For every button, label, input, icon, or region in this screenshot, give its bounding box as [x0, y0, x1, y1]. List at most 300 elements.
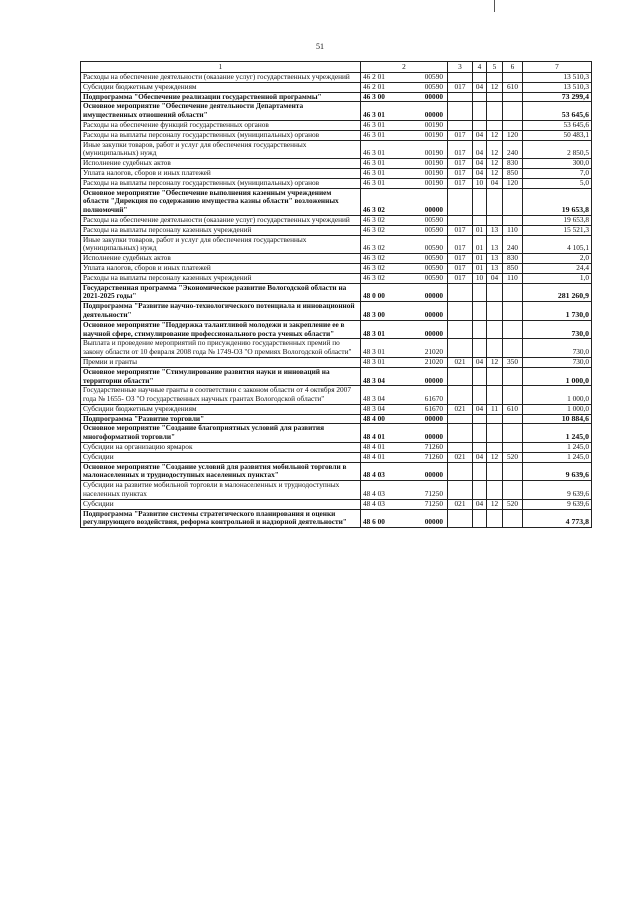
- row-section-cell: 04: [473, 404, 487, 414]
- row-target-code-cell: [361, 443, 448, 453]
- expense-direction-code: 00000: [424, 92, 443, 101]
- row-grbs-cell: [448, 386, 473, 405]
- table-row: [81, 159, 592, 169]
- budget-table: [80, 61, 592, 528]
- row-subsection-cell: 11: [487, 404, 503, 414]
- row-amount-cell: 4 773,8: [523, 509, 592, 528]
- row-section-cell: [473, 102, 487, 121]
- table-row: [81, 130, 592, 140]
- table-row: [81, 254, 592, 264]
- row-subsection-cell: [487, 386, 503, 405]
- target-article-code: 48 3 04: [363, 404, 385, 413]
- target-article-code: 48 4 01: [363, 452, 385, 461]
- expense-direction-code: 00190: [424, 120, 443, 129]
- row-subsection-cell: 13: [487, 263, 503, 273]
- row-expense-type-cell: [503, 283, 523, 302]
- row-name-cell: Субсидии на организацию ярмарок: [81, 443, 361, 453]
- row-name-cell: Подпрограмма "Развитие торговли": [81, 414, 361, 424]
- table-row: [81, 404, 592, 414]
- row-expense-type-cell: 850: [503, 263, 523, 273]
- row-amount-cell: 1 730,0: [523, 302, 592, 321]
- row-grbs-cell: 017: [448, 168, 473, 178]
- row-subsection-cell: [487, 367, 503, 386]
- row-target-code-cell: [361, 320, 448, 339]
- table-row: [81, 481, 592, 500]
- row-expense-type-cell: 610: [503, 82, 523, 92]
- row-section-cell: [473, 283, 487, 302]
- row-section-cell: [473, 188, 487, 215]
- row-name-cell: Расходы на обеспечение деятельности (оказание услуг) государственных учреждений: [81, 73, 361, 83]
- row-subsection-cell: [487, 424, 503, 443]
- row-amount-cell: 13 510,3: [523, 73, 592, 83]
- row-grbs-cell: 017: [448, 235, 473, 254]
- row-expense-type-cell: [503, 120, 523, 130]
- row-name-cell: Иные закупки товаров, работ и услуг для обеспечения государственных (муниципальных) нужд: [81, 235, 361, 254]
- target-article-code: 48 4 03: [363, 499, 385, 508]
- row-section-cell: 01: [473, 235, 487, 254]
- expense-direction-code: 00590: [424, 243, 443, 253]
- row-name-cell: Исполнение судебных актов: [81, 159, 361, 169]
- table-row: [81, 302, 592, 321]
- row-name-cell: Государственные научные гранты в соответствии с законом области от 4 октября 2007 года № 1655- ОЗ "О государственных научных грантах Вологодской области": [81, 386, 361, 405]
- expense-direction-code: 00590: [424, 273, 443, 282]
- expense-direction-code: 00000: [424, 470, 443, 480]
- row-grbs-cell: 017: [448, 178, 473, 188]
- table-body: [81, 73, 592, 528]
- row-grbs-cell: 017: [448, 130, 473, 140]
- row-name-cell: Уплата налогов, сборов и иных платежей: [81, 168, 361, 178]
- row-grbs-cell: [448, 424, 473, 443]
- row-target-code-cell: [361, 481, 448, 500]
- table-row: [81, 92, 592, 102]
- row-subsection-cell: 04: [487, 273, 503, 283]
- row-section-cell: [473, 481, 487, 500]
- row-grbs-cell: 021: [448, 452, 473, 462]
- target-article-code: 46 3 01: [363, 148, 385, 158]
- row-amount-cell: 9 639,6: [523, 499, 592, 509]
- row-name-cell: Субсидии бюджетным учреждениям: [81, 404, 361, 414]
- row-section-cell: 10: [473, 273, 487, 283]
- row-expense-type-cell: [503, 302, 523, 321]
- row-subsection-cell: 12: [487, 357, 503, 367]
- row-amount-cell: 1 245,0: [523, 452, 592, 462]
- row-subsection-cell: [487, 283, 503, 302]
- row-amount-cell: 300,0: [523, 159, 592, 169]
- row-name-cell: Расходы на выплаты персоналу казенных учреждений: [81, 273, 361, 283]
- row-section-cell: 04: [473, 159, 487, 169]
- table-row: [81, 273, 592, 283]
- row-expense-type-cell: 850: [503, 168, 523, 178]
- target-article-code: 46 2 01: [363, 72, 385, 81]
- row-name-cell: Основное мероприятие "Создание условий для развития мобильной торговли в малонаселенных и труднодоступных населенных пунктах": [81, 462, 361, 481]
- row-subsection-cell: [487, 509, 503, 528]
- target-article-code: 48 4 01: [363, 432, 385, 442]
- row-expense-type-cell: 110: [503, 225, 523, 235]
- expense-direction-code: 21020: [424, 347, 443, 357]
- expense-direction-code: 61670: [424, 404, 443, 413]
- target-article-code: 46 3 02: [363, 243, 385, 253]
- row-name-cell: Субсидии на развитие мобильной торговли в малонаселенных и труднодоступных населенных пунктах: [81, 481, 361, 500]
- row-subsection-cell: [487, 320, 503, 339]
- row-name-cell: Премии и гранты: [81, 357, 361, 367]
- row-subsection-cell: 12: [487, 130, 503, 140]
- table-row: [81, 367, 592, 386]
- header-col-7: 7: [523, 62, 592, 73]
- expense-direction-code: 00000: [424, 432, 443, 442]
- target-article-code: 48 4 00: [363, 414, 385, 423]
- expense-direction-code: 00000: [424, 414, 443, 423]
- table-row: [81, 499, 592, 509]
- table-row: [81, 462, 592, 481]
- row-grbs-cell: 017: [448, 82, 473, 92]
- scan-edge-mark: [494, 0, 495, 12]
- row-name-cell: Уплата налогов, сборов и иных платежей: [81, 263, 361, 273]
- row-expense-type-cell: 350: [503, 357, 523, 367]
- row-section-cell: [473, 320, 487, 339]
- table-row: [81, 168, 592, 178]
- table-row: [81, 225, 592, 235]
- row-amount-cell: 13 510,3: [523, 82, 592, 92]
- row-name-cell: Субсидии: [81, 452, 361, 462]
- row-section-cell: 01: [473, 225, 487, 235]
- row-grbs-cell: 017: [448, 273, 473, 283]
- table-row: [81, 263, 592, 273]
- row-subsection-cell: 13: [487, 225, 503, 235]
- row-amount-cell: 1 245,0: [523, 443, 592, 453]
- expense-direction-code: 00590: [424, 215, 443, 224]
- row-section-cell: [473, 92, 487, 102]
- row-expense-type-cell: 830: [503, 159, 523, 169]
- expense-direction-code: 00000: [424, 375, 443, 385]
- table-row: [81, 82, 592, 92]
- row-section-cell: 10: [473, 178, 487, 188]
- row-section-cell: [473, 215, 487, 225]
- row-grbs-cell: [448, 188, 473, 215]
- row-grbs-cell: [448, 320, 473, 339]
- row-section-cell: [473, 509, 487, 528]
- row-target-code-cell: [361, 215, 448, 225]
- row-amount-cell: 1 000,0: [523, 404, 592, 414]
- row-amount-cell: 53 645,6: [523, 102, 592, 121]
- row-amount-cell: 1 000,0: [523, 367, 592, 386]
- row-subsection-cell: [487, 102, 503, 121]
- row-grbs-cell: [448, 215, 473, 225]
- row-amount-cell: 7,0: [523, 168, 592, 178]
- row-target-code-cell: [361, 73, 448, 83]
- row-expense-type-cell: [503, 73, 523, 83]
- row-target-code-cell: [361, 92, 448, 102]
- row-amount-cell: 24,4: [523, 263, 592, 273]
- row-amount-cell: 1 000,0: [523, 386, 592, 405]
- target-article-code: 46 3 00: [363, 92, 385, 101]
- header-col-6: 6: [503, 62, 523, 73]
- row-subsection-cell: 04: [487, 178, 503, 188]
- row-expense-type-cell: [503, 102, 523, 121]
- row-amount-cell: 2 850,5: [523, 140, 592, 159]
- row-amount-cell: 53 645,6: [523, 120, 592, 130]
- page-number: 51: [316, 42, 324, 51]
- expense-direction-code: 00590: [424, 72, 443, 81]
- expense-direction-code: 00000: [424, 110, 443, 120]
- row-amount-cell: 730,0: [523, 320, 592, 339]
- row-section-cell: [473, 462, 487, 481]
- table-header-row: [81, 62, 592, 73]
- row-grbs-cell: 017: [448, 254, 473, 264]
- row-amount-cell: 19 653,8: [523, 188, 592, 215]
- row-expense-type-cell: [503, 188, 523, 215]
- row-grbs-cell: 021: [448, 357, 473, 367]
- row-subsection-cell: [487, 188, 503, 215]
- row-target-code-cell: [361, 414, 448, 424]
- row-target-code-cell: [361, 254, 448, 264]
- header-col-3: 3: [448, 62, 473, 73]
- row-section-cell: 04: [473, 168, 487, 178]
- row-section-cell: 01: [473, 263, 487, 273]
- expense-direction-code: 00190: [424, 168, 443, 177]
- row-expense-type-cell: 610: [503, 404, 523, 414]
- row-target-code-cell: [361, 283, 448, 302]
- expense-direction-code: 00590: [424, 263, 443, 272]
- row-target-code-cell: [361, 339, 448, 358]
- row-target-code-cell: [361, 273, 448, 283]
- row-name-cell: Основное мероприятие "Обеспечение деятельности Департамента имущественных отношений области": [81, 102, 361, 121]
- expense-direction-code: 00000: [424, 517, 443, 527]
- row-target-code-cell: [361, 424, 448, 443]
- target-article-code: 48 3 00: [363, 309, 385, 319]
- table-row: [81, 357, 592, 367]
- row-subsection-cell: 12: [487, 452, 503, 462]
- row-target-code-cell: [361, 82, 448, 92]
- row-name-cell: Основное мероприятие "Создание благоприятных условий для развития многоформатной торговли": [81, 424, 361, 443]
- target-article-code: 46 3 01: [363, 158, 385, 168]
- row-grbs-cell: [448, 120, 473, 130]
- target-article-code: 48 0 00: [363, 291, 385, 301]
- row-expense-type-cell: 520: [503, 452, 523, 462]
- table-row: [81, 386, 592, 405]
- table-row: [81, 140, 592, 159]
- row-name-cell: Подпрограмма "Развитие системы стратегического планирования и оценки регулирующего воздействия, реформа контрольной и надзорной деятельности": [81, 509, 361, 528]
- row-section-cell: 04: [473, 357, 487, 367]
- row-subsection-cell: [487, 302, 503, 321]
- target-article-code: 46 3 02: [363, 225, 385, 234]
- row-grbs-cell: 017: [448, 159, 473, 169]
- row-name-cell: Выплата и проведение мероприятий по присуждению государственных премий по закону области от 10 февраля 2008 года № 1749-ОЗ "О премиях Вологодской области": [81, 339, 361, 358]
- row-target-code-cell: [361, 462, 448, 481]
- row-target-code-cell: [361, 188, 448, 215]
- row-section-cell: [473, 386, 487, 405]
- target-article-code: 48 3 01: [363, 357, 385, 366]
- expense-direction-code: 00590: [424, 82, 443, 91]
- row-amount-cell: 730,0: [523, 357, 592, 367]
- row-name-cell: Подпрограмма "Обеспечение реализации государственной программы": [81, 92, 361, 102]
- row-name-cell: Расходы на обеспечение деятельности (оказание услуг) государственных учреждений: [81, 215, 361, 225]
- row-expense-type-cell: 110: [503, 273, 523, 283]
- target-article-code: 46 3 01: [363, 178, 385, 187]
- expense-direction-code: 00190: [424, 178, 443, 187]
- row-grbs-cell: [448, 302, 473, 321]
- row-subsection-cell: [487, 481, 503, 500]
- table-row: [81, 414, 592, 424]
- row-section-cell: 01: [473, 254, 487, 264]
- row-target-code-cell: [361, 140, 448, 159]
- row-amount-cell: 50 483,1: [523, 130, 592, 140]
- row-grbs-cell: [448, 509, 473, 528]
- row-grbs-cell: 017: [448, 140, 473, 159]
- target-article-code: 46 3 02: [363, 205, 385, 215]
- header-col-5: 5: [487, 62, 503, 73]
- expense-direction-code: 00190: [424, 158, 443, 168]
- target-article-code: 46 3 01: [363, 120, 385, 129]
- row-grbs-cell: 017: [448, 263, 473, 273]
- table-row: [81, 320, 592, 339]
- row-amount-cell: 9 639,6: [523, 462, 592, 481]
- row-amount-cell: 281 260,9: [523, 283, 592, 302]
- row-grbs-cell: [448, 462, 473, 481]
- target-article-code: 46 3 02: [363, 215, 385, 224]
- target-article-code: 46 3 02: [363, 253, 385, 263]
- row-amount-cell: 9 639,6: [523, 481, 592, 500]
- row-grbs-cell: [448, 283, 473, 302]
- row-subsection-cell: [487, 120, 503, 130]
- row-section-cell: 04: [473, 140, 487, 159]
- row-grbs-cell: [448, 414, 473, 424]
- row-name-cell: Подпрограмма "Развитие научно-технологического потенциала и инновационной деятельности": [81, 302, 361, 321]
- table-row: [81, 178, 592, 188]
- row-expense-type-cell: [503, 481, 523, 500]
- row-target-code-cell: [361, 367, 448, 386]
- row-section-cell: [473, 424, 487, 443]
- row-name-cell: Субсидии: [81, 499, 361, 509]
- row-name-cell: Расходы на выплаты персоналу государственных (муниципальных) органов: [81, 178, 361, 188]
- table-row: [81, 424, 592, 443]
- row-expense-type-cell: [503, 320, 523, 339]
- row-subsection-cell: 12: [487, 82, 503, 92]
- row-name-cell: Расходы на выплаты персоналу государственных (муниципальных) органов: [81, 130, 361, 140]
- row-amount-cell: 15 521,3: [523, 225, 592, 235]
- row-target-code-cell: [361, 302, 448, 321]
- target-article-code: 46 2 01: [363, 82, 385, 91]
- expense-direction-code: 71260: [424, 442, 443, 452]
- target-article-code: 46 3 02: [363, 263, 385, 272]
- expense-direction-code: 61670: [424, 394, 443, 404]
- expense-direction-code: 00190: [424, 130, 443, 139]
- row-amount-cell: 1,0: [523, 273, 592, 283]
- table-row: [81, 215, 592, 225]
- row-target-code-cell: [361, 225, 448, 235]
- expense-direction-code: 00000: [424, 328, 443, 338]
- table-row: [81, 339, 592, 358]
- row-name-cell: Исполнение судебных актов: [81, 254, 361, 264]
- row-target-code-cell: [361, 452, 448, 462]
- row-amount-cell: 4 105,1: [523, 235, 592, 254]
- row-name-cell: Иные закупки товаров, работ и услуг для обеспечения государственных (муниципальных) нужд: [81, 140, 361, 159]
- row-target-code-cell: [361, 235, 448, 254]
- row-target-code-cell: [361, 499, 448, 509]
- row-amount-cell: 2,0: [523, 254, 592, 264]
- row-target-code-cell: [361, 263, 448, 273]
- table-row: [81, 73, 592, 83]
- row-subsection-cell: [487, 73, 503, 83]
- target-article-code: 48 4 03: [363, 470, 385, 480]
- table-row: [81, 102, 592, 121]
- row-name-cell: Основное мероприятие "Стимулирование развития науки и инноваций на территории области": [81, 367, 361, 386]
- row-subsection-cell: [487, 462, 503, 481]
- header-col-1: 1: [81, 62, 361, 73]
- row-subsection-cell: 12: [487, 499, 503, 509]
- row-subsection-cell: 13: [487, 235, 503, 254]
- expense-direction-code: 00000: [424, 291, 443, 301]
- header-col-4: 4: [473, 62, 487, 73]
- row-expense-type-cell: [503, 462, 523, 481]
- table-row: [81, 509, 592, 528]
- row-grbs-cell: [448, 102, 473, 121]
- row-grbs-cell: [448, 92, 473, 102]
- target-article-code: 48 4 03: [363, 489, 385, 499]
- row-grbs-cell: 017: [448, 225, 473, 235]
- table-row: [81, 443, 592, 453]
- expense-direction-code: 00590: [424, 225, 443, 234]
- row-target-code-cell: [361, 178, 448, 188]
- row-target-code-cell: [361, 159, 448, 169]
- row-name-cell: Расходы на обеспечение функций государственных органов: [81, 120, 361, 130]
- row-expense-type-cell: 120: [503, 178, 523, 188]
- row-name-cell: Субсидии бюджетным учреждениям: [81, 82, 361, 92]
- table-row: [81, 235, 592, 254]
- expense-direction-code: 21020: [424, 357, 443, 366]
- row-grbs-cell: 021: [448, 499, 473, 509]
- target-article-code: 48 3 04: [363, 375, 385, 385]
- row-target-code-cell: [361, 404, 448, 414]
- target-article-code: 48 3 04: [363, 394, 385, 404]
- row-subsection-cell: 12: [487, 168, 503, 178]
- row-amount-cell: 730,0: [523, 339, 592, 358]
- row-expense-type-cell: 520: [503, 499, 523, 509]
- target-article-code: 48 3 01: [363, 328, 385, 338]
- row-grbs-cell: [448, 481, 473, 500]
- table-row: [81, 120, 592, 130]
- row-subsection-cell: [487, 414, 503, 424]
- row-amount-cell: 73 299,4: [523, 92, 592, 102]
- target-article-code: 46 3 01: [363, 110, 385, 120]
- row-subsection-cell: 12: [487, 140, 503, 159]
- row-target-code-cell: [361, 120, 448, 130]
- row-target-code-cell: [361, 386, 448, 405]
- row-section-cell: [473, 120, 487, 130]
- row-amount-cell: 5,0: [523, 178, 592, 188]
- row-grbs-cell: [448, 73, 473, 83]
- row-subsection-cell: [487, 92, 503, 102]
- row-subsection-cell: 13: [487, 254, 503, 264]
- target-article-code: 48 4 01: [363, 442, 385, 452]
- row-section-cell: [473, 367, 487, 386]
- row-subsection-cell: [487, 215, 503, 225]
- table-row: [81, 188, 592, 215]
- row-expense-type-cell: [503, 386, 523, 405]
- row-section-cell: [473, 414, 487, 424]
- row-name-cell: Государственная программа "Экономическое развитие Вологодской области на 2021-2025 годы": [81, 283, 361, 302]
- row-subsection-cell: 12: [487, 159, 503, 169]
- row-grbs-cell: [448, 367, 473, 386]
- target-article-code: 46 3 02: [363, 273, 385, 282]
- row-name-cell: Расходы на выплаты персоналу казенных учреждений: [81, 225, 361, 235]
- expense-direction-code: 71250: [424, 489, 443, 499]
- row-expense-type-cell: [503, 92, 523, 102]
- row-section-cell: [473, 302, 487, 321]
- row-grbs-cell: 021: [448, 404, 473, 414]
- target-article-code: 48 6 00: [363, 517, 385, 527]
- row-grbs-cell: [448, 339, 473, 358]
- row-target-code-cell: [361, 357, 448, 367]
